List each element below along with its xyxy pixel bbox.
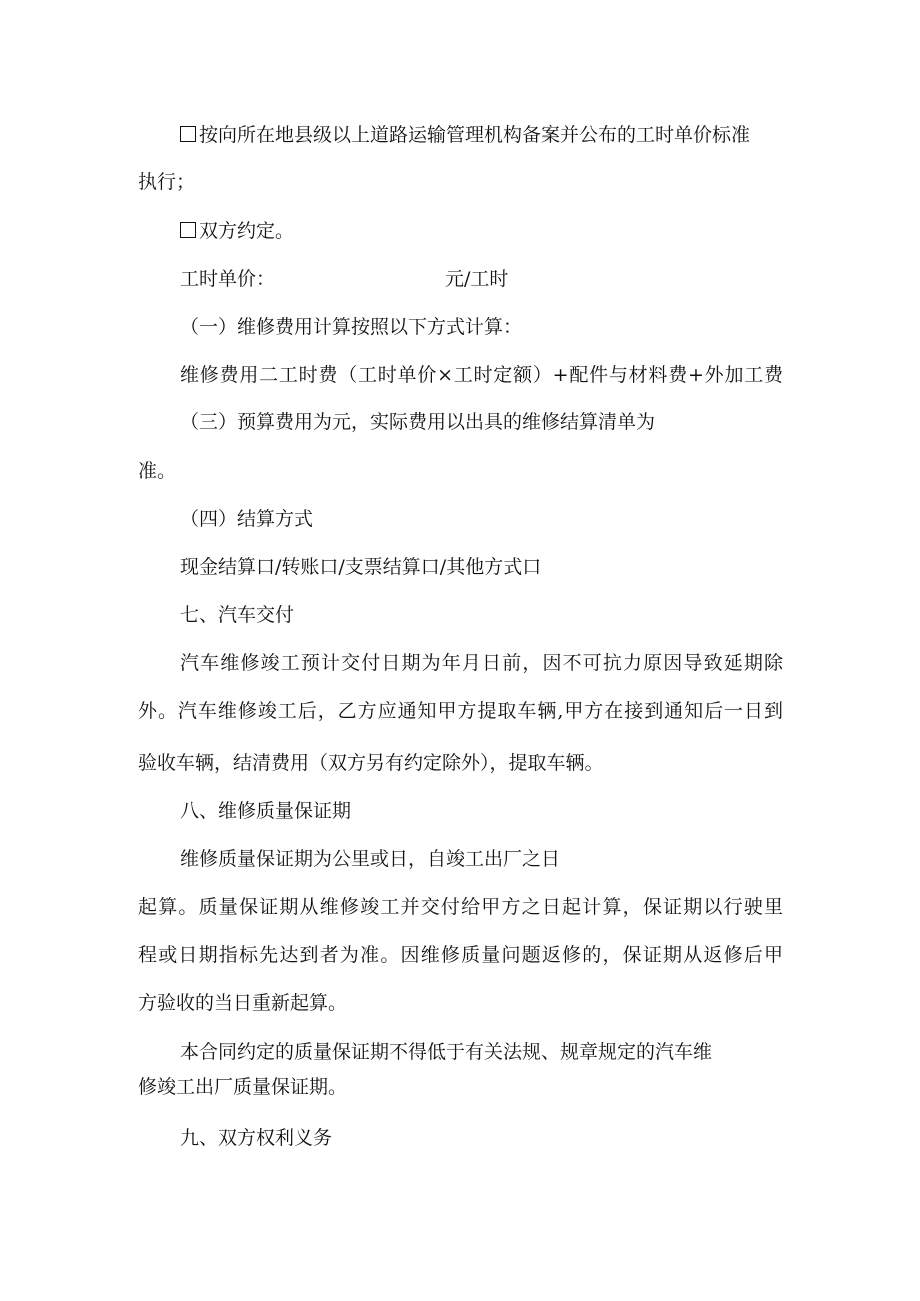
clause-1: （一）维修费用计算按照以下方式计算： — [180, 316, 523, 338]
payment-methods: 现金结算口/转账口/支票结算口/其他方式口 — [180, 556, 542, 578]
section-8-paragraph-1-line-4: 方验收的当日重新起算。 — [138, 992, 348, 1014]
section-7-paragraph-line-1: 汽车维修竣工预计交付日期为年月日前，因不可抗力原因导致延期除 — [180, 652, 783, 674]
labor-rate-label: 工时单价： — [180, 268, 276, 290]
section-7-paragraph-line-2: 外。汽车维修竣工后，乙方应通知甲方提取车辆,甲方在接到通知后一日到 — [138, 700, 783, 722]
section-9-title: 九、双方权利义务 — [180, 1127, 333, 1149]
section-8-paragraph-1-line-1: 维修质量保证期为公里或日，自竣工出厂之日 — [180, 848, 561, 870]
section-7-title: 七、汽车交付 — [180, 604, 295, 626]
labor-rate-option-agreed — [180, 219, 294, 243]
clause-4: （四）结算方式 — [180, 508, 314, 530]
fee-formula: 维修费用二工时费（工时单价×工时定额）+配件与材料费+外加工费 — [180, 364, 783, 386]
labor-rate-option-agreed-text: 双方约定。 — [199, 220, 295, 242]
labor-rate-unit: 元/工时 — [445, 268, 509, 290]
labor-rate-option-filed-text: 按向所在地县级以上道路运输管理机构备案并公布的工时单价标准 — [199, 124, 751, 146]
clause-3: （三）预算费用为元，实际费用以出具的维修结算清单为 — [180, 411, 656, 433]
section-8-paragraph-2-line-2: 修竣工出厂质量保证期。 — [138, 1076, 348, 1098]
section-8-paragraph-1-line-2: 起算。质量保证期从维修竣工并交付给甲方之日起计算，保证期以行驶里 — [138, 896, 783, 918]
clause-3-cont: 准。 — [138, 460, 177, 482]
labor-rate-line — [180, 267, 508, 291]
checkbox-filed-rate[interactable] — [180, 126, 196, 142]
section-8-title: 八、维修质量保证期 — [180, 800, 352, 822]
labor-rate-option-filed — [180, 123, 750, 147]
checkbox-agreed-rate[interactable] — [180, 222, 196, 238]
section-8-paragraph-2-line-1: 本合同约定的质量保证期不得低于有关法规、规章规定的汽车维 — [180, 1041, 713, 1063]
labor-rate-option-filed-cont: 执行； — [138, 171, 196, 193]
section-8-paragraph-1-line-3: 程或日期指标先达到者为准。因维修质量问题返修的，保证期从返修后甲 — [138, 944, 783, 966]
section-7-paragraph-line-3: 验收车辆，结清费用（双方另有约定除外），提取车辆。 — [138, 752, 604, 774]
